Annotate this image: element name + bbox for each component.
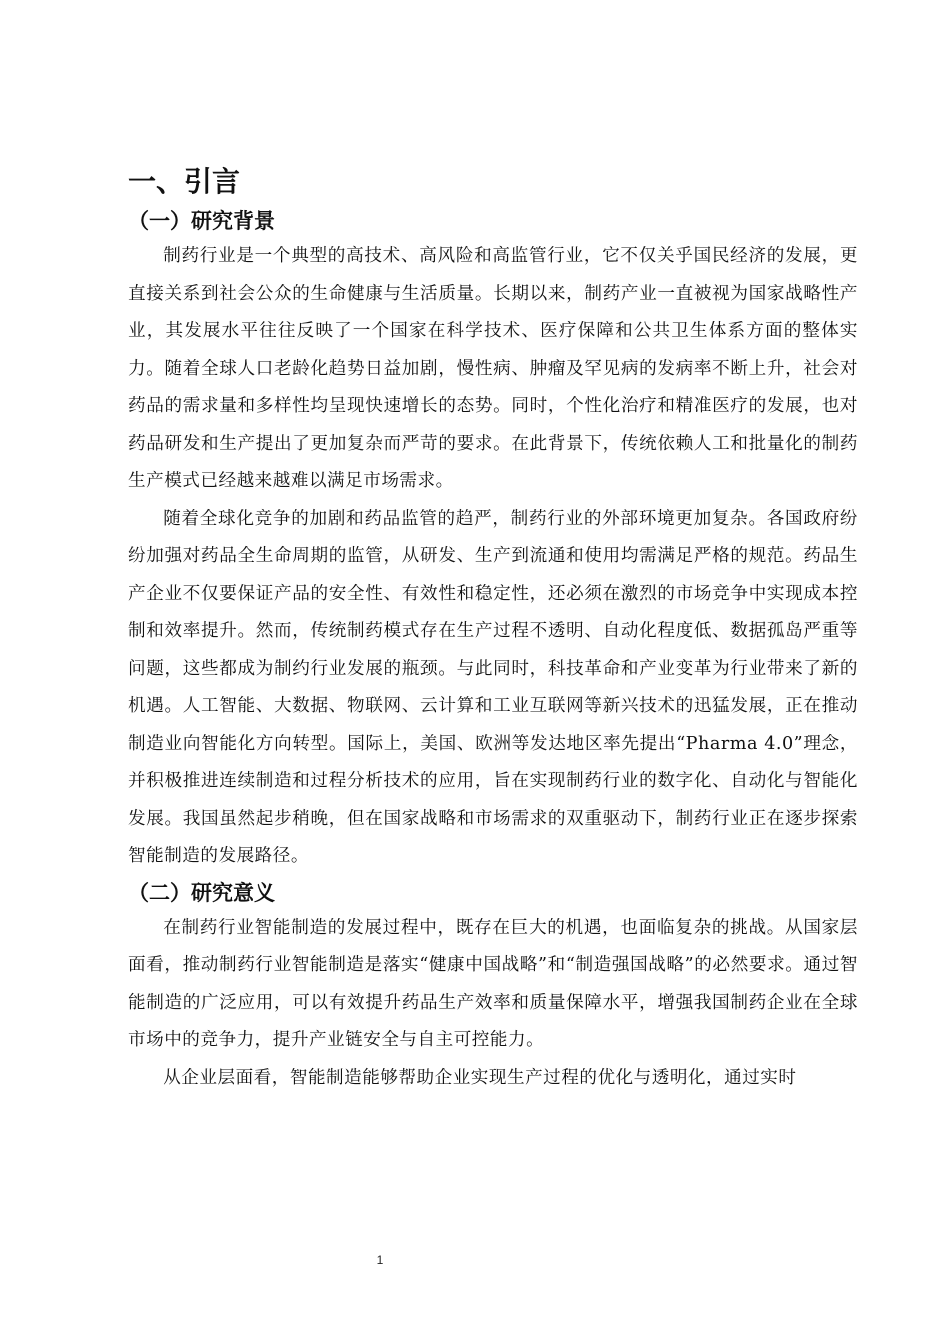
page-content xyxy=(128,160,858,1097)
section-heading: 一、引言 xyxy=(128,165,241,198)
subsection-heading-significance: （二）研究意义 xyxy=(128,880,275,905)
paragraph: 在制药行业智能制造的发展过程中，既存在巨大的机遇，也面临复杂的挑战。从国家层面看，推动制药行业智能制造是落实“健康中国战略”和“制造强国战略”的必然要求。通过智能制造的广泛应用，可以有效提升药品生产效率和质量保障水平，增强我国制药企业在全球市场中的竞争力，提升产业链安全与自主可控能力。 xyxy=(128,917,858,1050)
paragraph: 从企业层面看，智能制造能够帮助企业实现生产过程的优化与透明化，通过实时 xyxy=(163,1067,797,1088)
page-number: 1 xyxy=(376,1253,384,1267)
paragraph: 随着全球化竞争的加剧和药品监管的趋严，制药行业的外部环境更加复杂。各国政府纷纷加强对药品全生命周期的监管，从研发、生产到流通和使用均需满足严格的规范。药品生产企业不仅要保证产品的安全性、有效性和稳定性，还必须在激烈的市场竞争中实现成本控制和效率提升。然而，传统制药模式存在生产过程不透明、自动化程度低、数据孤岛严重等问题，这些都成为制约行业发展的瓶颈。与此同时，科技革命和产业变革为行业带来了新的机遇。人工智能、大数据、物联网、云计算和工业互联网等新兴技术的迅猛发展，正在推动制造业向智能化方向转型。国际上，美国、欧洲等发达地区率先提出“Pharma 4.0”理念，并积极推进连续制造和过程分析技术的应用，旨在实现制药行业的数字化、自动化与智能化发展。我国虽然起步稍晚，但在国家战略和市场需求的双重驱动下，制药行业正在逐步探索智能制造的发展路径。 xyxy=(128,508,858,866)
paragraph: 制药行业是一个典型的高技术、高风险和高监管行业，它不仅关乎国民经济的发展，更直接关系到社会公众的生命健康与生活质量。长期以来，制药产业一直被视为国家战略性产业，其发展水平往往反映了一个国家在科学技术、医疗保障和公共卫生体系方面的整体实力。随着全球人口老龄化趋势日益加剧，慢性病、肿瘤及罕见病的发病率不断上升，社会对药品的需求量和多样性均呈现快速增长的态势。同时，个性化治疗和精准医疗的发展，也对药品研发和生产提出了更加复杂而严苛的要求。在此背景下，传统依赖人工和批量化的制药生产模式已经越来越难以满足市场需求。 xyxy=(128,246,858,491)
subsection-heading-background: （一）研究背景 xyxy=(128,209,275,233)
